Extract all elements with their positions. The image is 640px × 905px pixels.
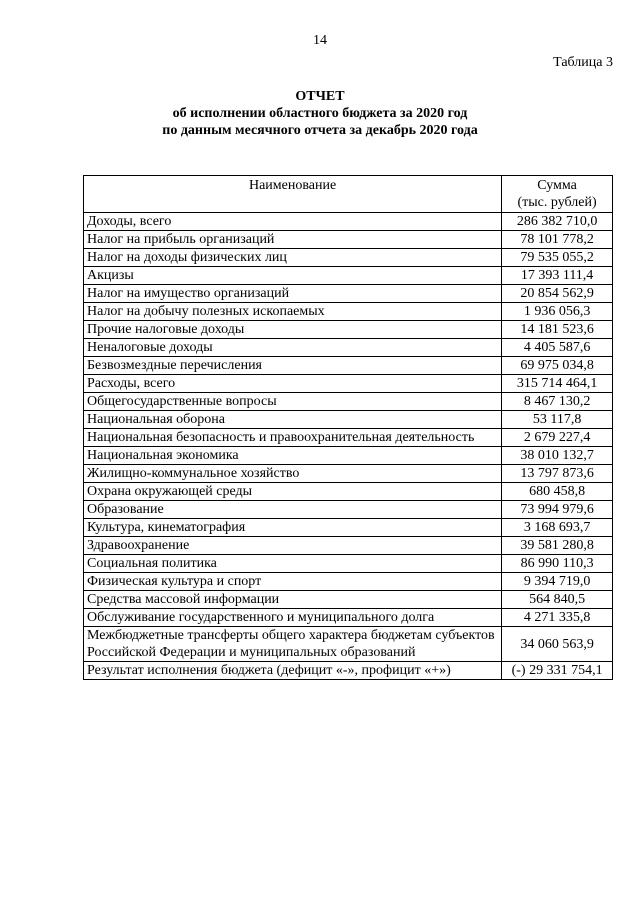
row-name: Налог на прибыль организаций [84, 231, 502, 249]
row-name: Акцизы [84, 267, 502, 285]
row-sum: 1 936 056,3 [502, 303, 613, 321]
table-row [84, 627, 613, 662]
table-row [84, 573, 613, 591]
row-name: Охрана окружающей среды [84, 483, 502, 501]
row-sum: 69 975 034,8 [502, 357, 613, 375]
row-name: Налог на добычу полезных ископаемых [84, 303, 502, 321]
row-sum: 14 181 523,6 [502, 321, 613, 339]
row-sum: 34 060 563,9 [502, 627, 613, 662]
table-row [84, 609, 613, 627]
table-row [84, 339, 613, 357]
row-sum: 680 458,8 [502, 483, 613, 501]
row-name: Образование [84, 501, 502, 519]
header-sum [502, 176, 613, 213]
row-sum: 78 101 778,2 [502, 231, 613, 249]
row-name: Здравоохранение [84, 537, 502, 555]
row-sum: 8 467 130,2 [502, 393, 613, 411]
row-sum: 4 271 335,8 [502, 609, 613, 627]
row-sum: 38 010 132,7 [502, 447, 613, 465]
budget-report-table [83, 175, 613, 680]
row-sum: 73 994 979,6 [502, 501, 613, 519]
page-number: 14 [313, 33, 327, 48]
row-sum: 9 394 719,0 [502, 573, 613, 591]
table-row [84, 447, 613, 465]
row-name: Национальная безопасность и правоохранительная деятельность [84, 429, 502, 447]
table-row [84, 483, 613, 501]
header-sum-line-2: (тыс. рублей) [517, 195, 597, 210]
row-sum: 20 854 562,9 [502, 285, 613, 303]
header-name: Наименование [84, 176, 502, 213]
title-line-3: по данным месячного отчета за декабрь 2020 года [162, 123, 478, 138]
table-row [84, 501, 613, 519]
table-row [84, 303, 613, 321]
row-name: Налог на доходы физических лиц [84, 249, 502, 267]
table-row [84, 465, 613, 483]
row-sum: 13 797 873,6 [502, 465, 613, 483]
row-name: Общегосударственные вопросы [84, 393, 502, 411]
table-row [84, 393, 613, 411]
table-row [84, 321, 613, 339]
row-name: Прочие налоговые доходы [84, 321, 502, 339]
row-sum: 86 990 110,3 [502, 555, 613, 573]
row-name: Средства массовой информации [84, 591, 502, 609]
row-sum: 53 117,8 [502, 411, 613, 429]
row-sum: 39 581 280,8 [502, 537, 613, 555]
table-row [84, 267, 613, 285]
row-name: Жилищно-коммунальное хозяйство [84, 465, 502, 483]
table-row [84, 429, 613, 447]
row-name: Обслуживание государственного и муниципального долга [84, 609, 502, 627]
table-row [84, 231, 613, 249]
table-row [84, 555, 613, 573]
report-title [0, 88, 640, 139]
row-name: Доходы, всего [84, 213, 502, 231]
row-name: Межбюджетные трансферты общего характера бюджетам субъектов Российской Федерации и муниципальных образований [84, 627, 502, 662]
row-name: Культура, кинематография [84, 519, 502, 537]
row-sum: 564 840,5 [502, 591, 613, 609]
table-row [84, 213, 613, 231]
table-row [84, 375, 613, 393]
row-sum: 4 405 587,6 [502, 339, 613, 357]
row-name: Неналоговые доходы [84, 339, 502, 357]
row-name: Национальная экономика [84, 447, 502, 465]
row-sum: (-) 29 331 754,1 [502, 662, 613, 680]
row-name: Расходы, всего [84, 375, 502, 393]
row-sum: 286 382 710,0 [502, 213, 613, 231]
table-row [84, 519, 613, 537]
table-row [84, 662, 613, 680]
row-sum: 79 535 055,2 [502, 249, 613, 267]
row-sum: 3 168 693,7 [502, 519, 613, 537]
table-row [84, 537, 613, 555]
row-name: Налог на имущество организаций [84, 285, 502, 303]
title-line-2: об исполнении областного бюджета за 2020 год [172, 106, 468, 121]
row-name: Социальная политика [84, 555, 502, 573]
row-name: Национальная оборона [84, 411, 502, 429]
table-row [84, 411, 613, 429]
title-line-1: ОТЧЕТ [295, 89, 345, 104]
table-body [84, 213, 613, 680]
row-name: Результат исполнения бюджета (дефицит «-», профицит «+») [84, 662, 502, 680]
table-row [84, 591, 613, 609]
row-name: Безвозмездные перечисления [84, 357, 502, 375]
table-header-row [84, 176, 613, 213]
table-label: Таблица 3 [553, 55, 613, 70]
row-sum: 17 393 111,4 [502, 267, 613, 285]
header-sum-line-1: Сумма [537, 178, 577, 193]
table-row [84, 285, 613, 303]
table-row [84, 357, 613, 375]
row-sum: 315 714 464,1 [502, 375, 613, 393]
table-row [84, 249, 613, 267]
row-sum: 2 679 227,4 [502, 429, 613, 447]
row-name: Физическая культура и спорт [84, 573, 502, 591]
